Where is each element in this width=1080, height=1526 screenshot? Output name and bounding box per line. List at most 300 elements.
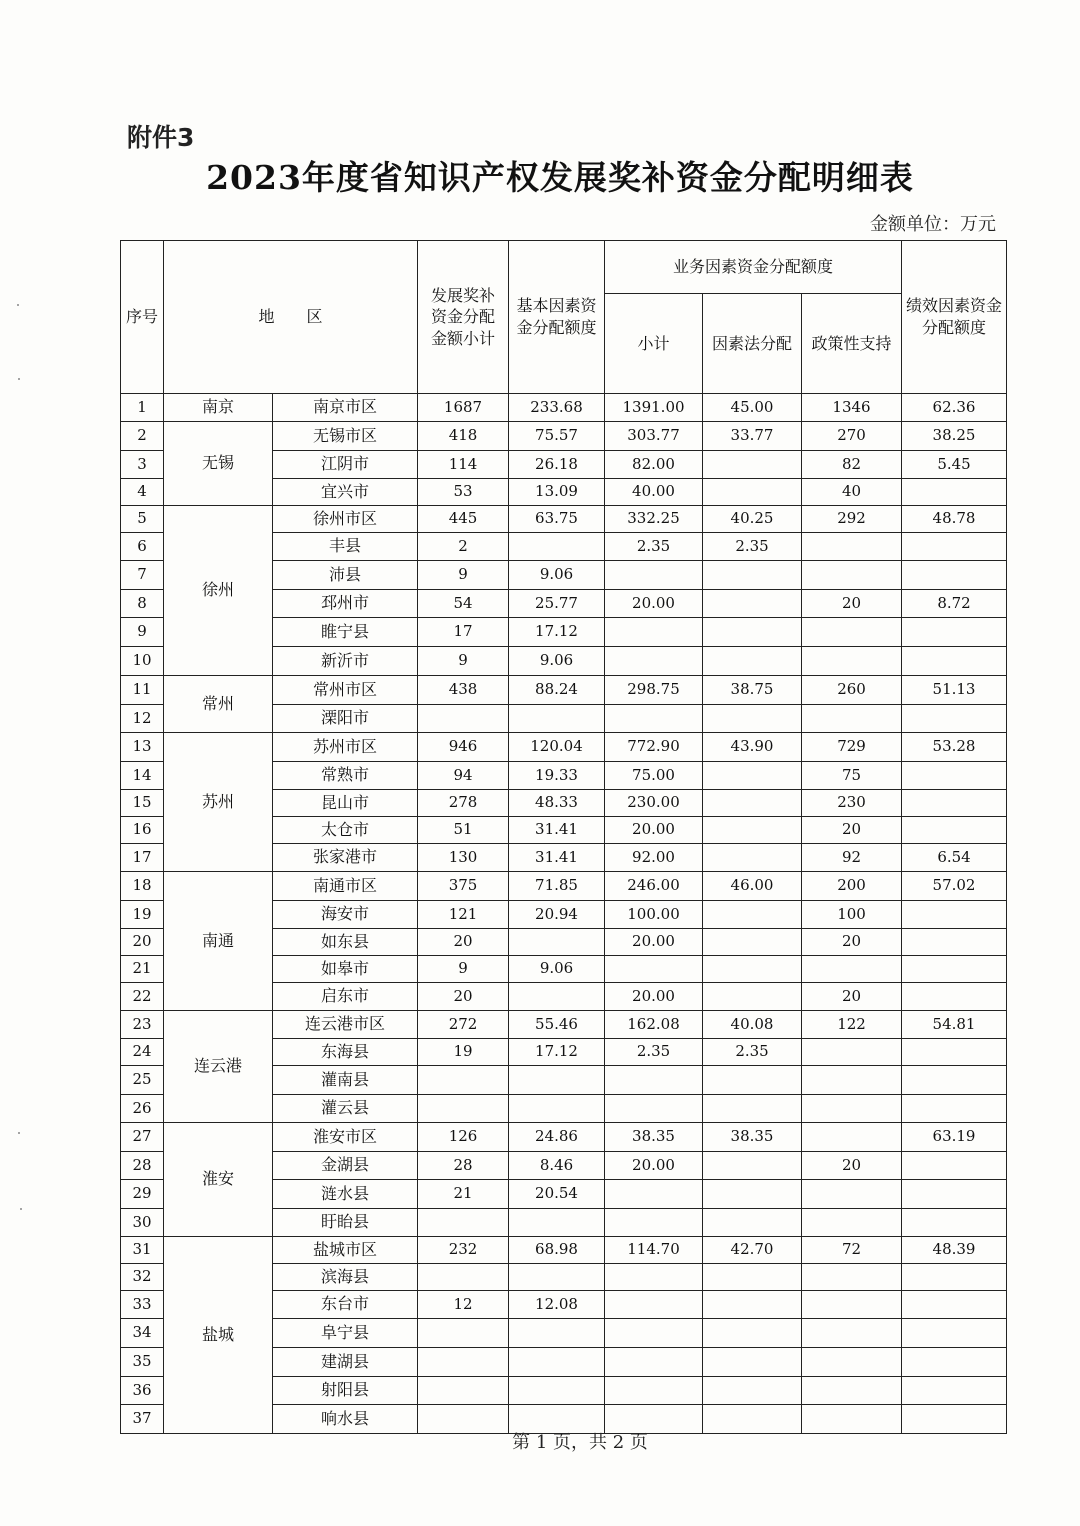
policy-cell [802,1095,902,1123]
row-seq: 12 [121,705,164,733]
district-name: 江阴市 [273,451,418,479]
performance-cell: 48.39 [902,1237,1007,1264]
business-subtotal-cell [605,1180,703,1209]
table-header [121,241,1007,394]
district-name: 涟水县 [273,1180,418,1209]
basic-cell: 8.46 [509,1152,605,1180]
factor-cell [703,1095,802,1123]
district-name: 东台市 [273,1291,418,1319]
policy-cell [802,1039,902,1066]
policy-cell: 729 [802,733,902,762]
factor-cell [703,956,802,983]
policy-cell: 92 [802,844,902,872]
row-seq: 34 [121,1319,164,1348]
performance-cell [902,1039,1007,1066]
policy-cell [802,618,902,647]
row-seq: 27 [121,1123,164,1152]
business-subtotal-cell: 82.00 [605,451,703,479]
basic-cell [509,1066,605,1095]
performance-cell: 57.02 [902,872,1007,901]
district-name: 阜宁县 [273,1319,418,1348]
performance-cell [902,1377,1007,1405]
performance-cell [902,705,1007,733]
district-name: 淮安市区 [273,1123,418,1152]
policy-cell: 75 [802,762,902,790]
policy-cell: 200 [802,872,902,901]
district-name: 启东市 [273,983,418,1011]
header-factor: 因素法分配 [703,294,802,394]
table-row [121,422,1007,451]
table-row [121,506,1007,533]
basic-cell [509,533,605,561]
subtotal-cell: 375 [418,872,509,901]
performance-cell [902,1152,1007,1180]
performance-cell [902,1066,1007,1095]
district-name: 盐城市区 [273,1237,418,1264]
policy-cell: 40 [802,479,902,506]
business-subtotal-cell: 20.00 [605,817,703,844]
basic-cell: 13.09 [509,479,605,506]
factor-cell [703,762,802,790]
basic-cell: 120.04 [509,733,605,762]
policy-cell: 122 [802,1011,902,1039]
subtotal-cell [418,1377,509,1405]
subtotal-cell: 9 [418,956,509,983]
basic-cell [509,929,605,956]
district-name: 响水县 [273,1405,418,1434]
policy-cell [802,1123,902,1152]
business-subtotal-cell [605,705,703,733]
business-subtotal-cell: 100.00 [605,901,703,929]
business-subtotal-cell: 20.00 [605,1152,703,1180]
subtotal-cell: 278 [418,790,509,817]
performance-cell: 6.54 [902,844,1007,872]
subtotal-cell: 19 [418,1039,509,1066]
business-subtotal-cell [605,1095,703,1123]
policy-cell: 72 [802,1237,902,1264]
basic-cell: 9.06 [509,647,605,676]
row-seq: 11 [121,676,164,705]
business-subtotal-cell [605,1377,703,1405]
performance-cell [902,790,1007,817]
business-subtotal-cell [605,1066,703,1095]
subtotal-cell [418,1209,509,1237]
factor-cell [703,479,802,506]
subtotal-cell [418,1319,509,1348]
subtotal-cell: 9 [418,561,509,590]
factor-cell [703,1264,802,1291]
page-title: 2023年度省知识产权发展奖补资金分配明细表 [206,158,914,197]
city-name: 无锡 [164,422,273,506]
business-subtotal-cell: 332.25 [605,506,703,533]
city-name: 连云港 [164,1011,273,1123]
city-name: 南京 [164,394,273,422]
business-subtotal-cell [605,1319,703,1348]
performance-cell [902,618,1007,647]
basic-cell: 31.41 [509,817,605,844]
business-subtotal-cell [605,561,703,590]
basic-cell: 20.54 [509,1180,605,1209]
basic-cell [509,1095,605,1123]
district-name: 灌南县 [273,1066,418,1095]
factor-cell [703,1066,802,1095]
business-subtotal-cell: 20.00 [605,590,703,618]
factor-cell [703,844,802,872]
row-seq: 17 [121,844,164,872]
subtotal-cell [418,1264,509,1291]
subtotal-cell: 12 [418,1291,509,1319]
basic-cell: 48.33 [509,790,605,817]
business-subtotal-cell: 298.75 [605,676,703,705]
district-name: 太仓市 [273,817,418,844]
performance-cell: 51.13 [902,676,1007,705]
factor-cell: 42.70 [703,1237,802,1264]
policy-cell: 20 [802,1152,902,1180]
table-row [121,1123,1007,1152]
district-name: 如东县 [273,929,418,956]
basic-cell: 9.06 [509,561,605,590]
subtotal-cell: 53 [418,479,509,506]
subtotal-cell: 272 [418,1011,509,1039]
scan-speck [18,378,20,380]
factor-cell [703,1319,802,1348]
row-seq: 23 [121,1011,164,1039]
subtotal-cell: 114 [418,451,509,479]
business-subtotal-cell [605,647,703,676]
policy-cell: 100 [802,901,902,929]
subtotal-cell: 418 [418,422,509,451]
basic-cell: 12.08 [509,1291,605,1319]
factor-cell [703,561,802,590]
table-row [121,1011,1007,1039]
subtotal-cell: 946 [418,733,509,762]
row-seq: 21 [121,956,164,983]
attachment-label: 附件3 [127,123,195,152]
row-seq: 13 [121,733,164,762]
district-name: 徐州市区 [273,506,418,533]
basic-cell: 20.94 [509,901,605,929]
district-name: 灌云县 [273,1095,418,1123]
basic-cell: 75.57 [509,422,605,451]
page-number: 第 1 页，共 2 页 [512,1432,648,1453]
row-seq: 31 [121,1237,164,1264]
factor-cell: 46.00 [703,872,802,901]
row-seq: 35 [121,1348,164,1377]
performance-cell [902,561,1007,590]
subtotal-cell: 17 [418,618,509,647]
row-seq: 20 [121,929,164,956]
row-seq: 2 [121,422,164,451]
performance-cell [902,479,1007,506]
subtotal-cell: 20 [418,929,509,956]
factor-cell [703,1377,802,1405]
subtotal-cell: 94 [418,762,509,790]
performance-cell [902,1348,1007,1377]
factor-cell: 2.35 [703,533,802,561]
policy-cell [802,1180,902,1209]
business-subtotal-cell: 40.00 [605,479,703,506]
performance-cell [902,1264,1007,1291]
business-subtotal-cell: 162.08 [605,1011,703,1039]
policy-cell: 82 [802,451,902,479]
performance-cell: 53.28 [902,733,1007,762]
row-seq: 22 [121,983,164,1011]
subtotal-cell: 51 [418,817,509,844]
city-name: 淮安 [164,1123,273,1237]
business-subtotal-cell: 230.00 [605,790,703,817]
business-subtotal-cell [605,1209,703,1237]
performance-cell: 8.72 [902,590,1007,618]
city-name: 苏州 [164,733,273,872]
factor-cell [703,817,802,844]
row-seq: 10 [121,647,164,676]
allocation-table [120,240,1007,1434]
basic-cell: 17.12 [509,618,605,647]
basic-cell: 25.77 [509,590,605,618]
basic-cell [509,705,605,733]
district-name: 常州市区 [273,676,418,705]
policy-cell: 292 [802,506,902,533]
policy-cell: 1346 [802,394,902,422]
subtotal-cell: 445 [418,506,509,533]
business-subtotal-cell: 75.00 [605,762,703,790]
table-row [121,872,1007,901]
row-seq: 4 [121,479,164,506]
row-seq: 15 [121,790,164,817]
factor-cell [703,1209,802,1237]
city-name: 盐城 [164,1237,273,1434]
performance-cell [902,762,1007,790]
policy-cell: 20 [802,590,902,618]
business-subtotal-cell [605,1264,703,1291]
performance-cell [902,533,1007,561]
city-name: 徐州 [164,506,273,676]
performance-cell: 5.45 [902,451,1007,479]
subtotal-cell [418,1348,509,1377]
district-name: 邳州市 [273,590,418,618]
row-seq: 5 [121,506,164,533]
policy-cell [802,705,902,733]
basic-cell: 88.24 [509,676,605,705]
row-seq: 37 [121,1405,164,1434]
performance-cell [902,901,1007,929]
subtotal-cell [418,1095,509,1123]
city-name: 常州 [164,676,273,733]
subtotal-cell: 126 [418,1123,509,1152]
header-subtotal: 发展奖补资金分配金额小计 [418,241,509,394]
performance-cell [902,1209,1007,1237]
row-seq: 19 [121,901,164,929]
performance-cell: 62.36 [902,394,1007,422]
performance-cell: 48.78 [902,506,1007,533]
policy-cell [802,1319,902,1348]
district-name: 射阳县 [273,1377,418,1405]
district-name: 滨海县 [273,1264,418,1291]
subtotal-cell: 20 [418,983,509,1011]
district-name: 连云港市区 [273,1011,418,1039]
policy-cell [802,1348,902,1377]
business-subtotal-cell: 20.00 [605,983,703,1011]
subtotal-cell: 2 [418,533,509,561]
district-name: 无锡市区 [273,422,418,451]
basic-cell: 63.75 [509,506,605,533]
row-seq: 16 [121,817,164,844]
row-seq: 6 [121,533,164,561]
header-region: 地 区 [164,241,418,394]
city-name: 南通 [164,872,273,1011]
district-name: 溧阳市 [273,705,418,733]
factor-cell [703,590,802,618]
header-business-subtotal: 小计 [605,294,703,394]
performance-cell [902,647,1007,676]
row-seq: 30 [121,1209,164,1237]
performance-cell [902,817,1007,844]
district-name: 沛县 [273,561,418,590]
district-name: 南京市区 [273,394,418,422]
row-seq: 32 [121,1264,164,1291]
basic-cell [509,1348,605,1377]
factor-cell [703,1152,802,1180]
factor-cell: 40.25 [703,506,802,533]
policy-cell [802,533,902,561]
basic-cell: 19.33 [509,762,605,790]
factor-cell [703,647,802,676]
district-name: 海安市 [273,901,418,929]
basic-cell: 55.46 [509,1011,605,1039]
business-subtotal-cell [605,1348,703,1377]
district-name: 常熟市 [273,762,418,790]
district-name: 苏州市区 [273,733,418,762]
row-seq: 7 [121,561,164,590]
policy-cell: 20 [802,817,902,844]
policy-cell [802,956,902,983]
subtotal-cell: 28 [418,1152,509,1180]
factor-cell: 45.00 [703,394,802,422]
basic-cell: 71.85 [509,872,605,901]
policy-cell [802,1377,902,1405]
business-subtotal-cell: 2.35 [605,533,703,561]
factor-cell: 43.90 [703,733,802,762]
business-subtotal-cell: 2.35 [605,1039,703,1066]
factor-cell: 40.08 [703,1011,802,1039]
district-name: 东海县 [273,1039,418,1066]
factor-cell [703,705,802,733]
district-name: 昆山市 [273,790,418,817]
subtotal-cell: 438 [418,676,509,705]
policy-cell: 20 [802,983,902,1011]
row-seq: 24 [121,1039,164,1066]
district-name: 金湖县 [273,1152,418,1180]
scan-speck [17,304,19,306]
policy-cell [802,1066,902,1095]
factor-cell: 2.35 [703,1039,802,1066]
business-subtotal-cell [605,1291,703,1319]
factor-cell [703,1180,802,1209]
performance-cell [902,1180,1007,1209]
business-subtotal-cell: 772.90 [605,733,703,762]
policy-cell: 270 [802,422,902,451]
district-name: 丰县 [273,533,418,561]
row-seq: 3 [121,451,164,479]
subtotal-cell: 21 [418,1180,509,1209]
basic-cell [509,1319,605,1348]
business-subtotal-cell: 1391.00 [605,394,703,422]
policy-cell [802,1209,902,1237]
subtotal-cell: 232 [418,1237,509,1264]
table-row [121,733,1007,762]
business-subtotal-cell: 92.00 [605,844,703,872]
factor-cell [703,983,802,1011]
row-seq: 1 [121,394,164,422]
factor-cell [703,1291,802,1319]
basic-cell [509,1264,605,1291]
table-row [121,394,1007,422]
performance-cell [902,1291,1007,1319]
basic-cell: 68.98 [509,1237,605,1264]
subtotal-cell: 130 [418,844,509,872]
table-row [121,676,1007,705]
factor-cell: 33.77 [703,422,802,451]
performance-cell [902,1095,1007,1123]
row-seq: 8 [121,590,164,618]
policy-cell: 20 [802,929,902,956]
performance-cell [902,983,1007,1011]
performance-cell [902,1319,1007,1348]
district-name: 建湖县 [273,1348,418,1377]
row-seq: 29 [121,1180,164,1209]
performance-cell: 38.25 [902,422,1007,451]
business-subtotal-cell: 114.70 [605,1237,703,1264]
basic-cell: 24.86 [509,1123,605,1152]
district-name: 新沂市 [273,647,418,676]
basic-cell: 17.12 [509,1039,605,1066]
policy-cell: 260 [802,676,902,705]
scan-speck [18,1132,20,1134]
performance-cell [902,956,1007,983]
header-business: 业务因素资金分配额度 [605,241,902,294]
business-subtotal-cell: 38.35 [605,1123,703,1152]
factor-cell [703,790,802,817]
policy-cell [802,561,902,590]
policy-cell [802,647,902,676]
header-seq: 序号 [121,241,164,394]
factor-cell [703,929,802,956]
district-name: 张家港市 [273,844,418,872]
subtotal-cell: 54 [418,590,509,618]
business-subtotal-cell: 303.77 [605,422,703,451]
subtotal-cell [418,705,509,733]
subtotal-cell: 121 [418,901,509,929]
policy-cell [802,1264,902,1291]
header-basic: 基本因素资金分配额度 [509,241,605,394]
business-subtotal-cell: 20.00 [605,929,703,956]
business-subtotal-cell [605,956,703,983]
row-seq: 26 [121,1095,164,1123]
basic-cell [509,1377,605,1405]
basic-cell [509,983,605,1011]
row-seq: 36 [121,1377,164,1405]
subtotal-cell [418,1066,509,1095]
row-seq: 33 [121,1291,164,1319]
district-name: 宜兴市 [273,479,418,506]
amount-unit: 金额单位：万元 [870,214,996,235]
performance-cell: 54.81 [902,1011,1007,1039]
row-seq: 18 [121,872,164,901]
basic-cell: 26.18 [509,451,605,479]
row-seq: 28 [121,1152,164,1180]
performance-cell: 63.19 [902,1123,1007,1152]
factor-cell [703,451,802,479]
